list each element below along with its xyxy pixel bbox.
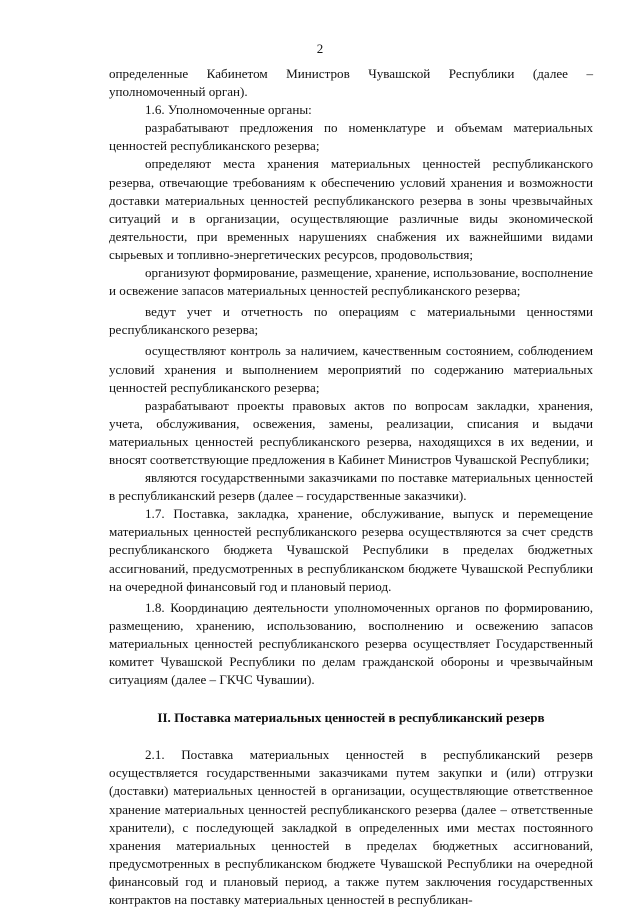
paragraph-1-6-item-6: разрабатывают проекты правовых актов по вопросам закладки, хранения, учета, обслуживания, освежения, замены, реализации, списания и выдачи материальных ценностей республиканского резерва, находящихся в их ведении, и вносят соответствующие предложения в Кабинет Министров Чувашской Республики; (109, 397, 593, 467)
document-body (109, 65, 593, 909)
paragraph-1-6-item-7: являются государственными заказчиками по поставке материальных ценностей в республиканский резерв (далее – государственные заказчики). (109, 470, 593, 504)
paragraph-1-6: 1.6. Уполномоченные органы: (145, 102, 312, 118)
paragraph-continuation: определенные Кабинетом Министров Чувашской Республики (далее – уполномоченный орган). (109, 66, 593, 100)
section-heading: II. Поставка материальных ценностей в республиканский резерв (157, 710, 545, 726)
paragraph-1-6-item-2: определяют места хранения материальных ценностей республиканского резерва, отвечающие требованиям к обеспечению условий хранения и возможности доставки материальных ценностей республиканского резерва в зоны чрезвычайных ситуаций и в организации, осуществляющие различные виды экономической деятельности, при временных нарушениях снабжения их важнейшими видами сырьевых и топливно-энергетических ресурсов, продовольствия; (109, 156, 593, 262)
paragraph-2-1: 2.1. Поставка материальных ценностей в республиканский резерв осуществляется государственными заказчиками путем закупки и (или) отгрузки (доставки) материальных ценностей в организации, осуществляющие ответственное хранение материальных ценностей республиканского резерва (далее – ответственные хранители), с последующей закладкой в определенных ими местах постоянного хранения материальных ценностей в пределах бюджетных ассигнований, предусмотренных в республиканском бюджете Чувашской Республики на очередной финансовый год и плановый период, а также путем заключения государственных контрактов на поставку материальных ценностей в республикан- (109, 747, 593, 908)
paragraph-1-6-item-4: ведут учет и отчетность по операциям с материальными ценностями республиканского резерва; (109, 304, 593, 338)
paragraph-1-8: 1.8. Координацию деятельности уполномоченных органов по формированию, размещению, хранению, использованию, восполнению и освежению запасов материальных ценностей республиканского резерва осуществляет Государственный комитет Чувашской Республики по делам гражданской обороны и чрезвычайным ситуациям (далее – ГКЧС Чувашии). (109, 599, 593, 688)
paragraph-1-7: 1.7. Поставка, закладка, хранение, обслуживание, выпуск и перемещение материальных ценностей республиканского резерва осуществляются за счет средств республиканского бюджета Чувашской Республики в пределах бюджетных ассигнований, предусмотренных в республиканском бюджете Чувашской Республики на очередной финансовый год и плановый период. (109, 506, 593, 594)
paragraph-1-6-item-3: организуют формирование, размещение, хранение, использование, восполнение и освежение запасов материальных ценностей республиканского резерва; (109, 265, 593, 299)
paragraph-1-6-item-5: осуществляют контроль за наличием, качественным состоянием, соблюдением условий хранения и выполнением мероприятий по содержанию материальных ценностей республиканского резерва; (109, 343, 593, 395)
paragraph-1-6-item-1: разрабатывают предложения по номенклатуре и объемам материальных ценностей республиканского резерва; (109, 120, 593, 154)
page-number: 2 (316, 41, 324, 56)
